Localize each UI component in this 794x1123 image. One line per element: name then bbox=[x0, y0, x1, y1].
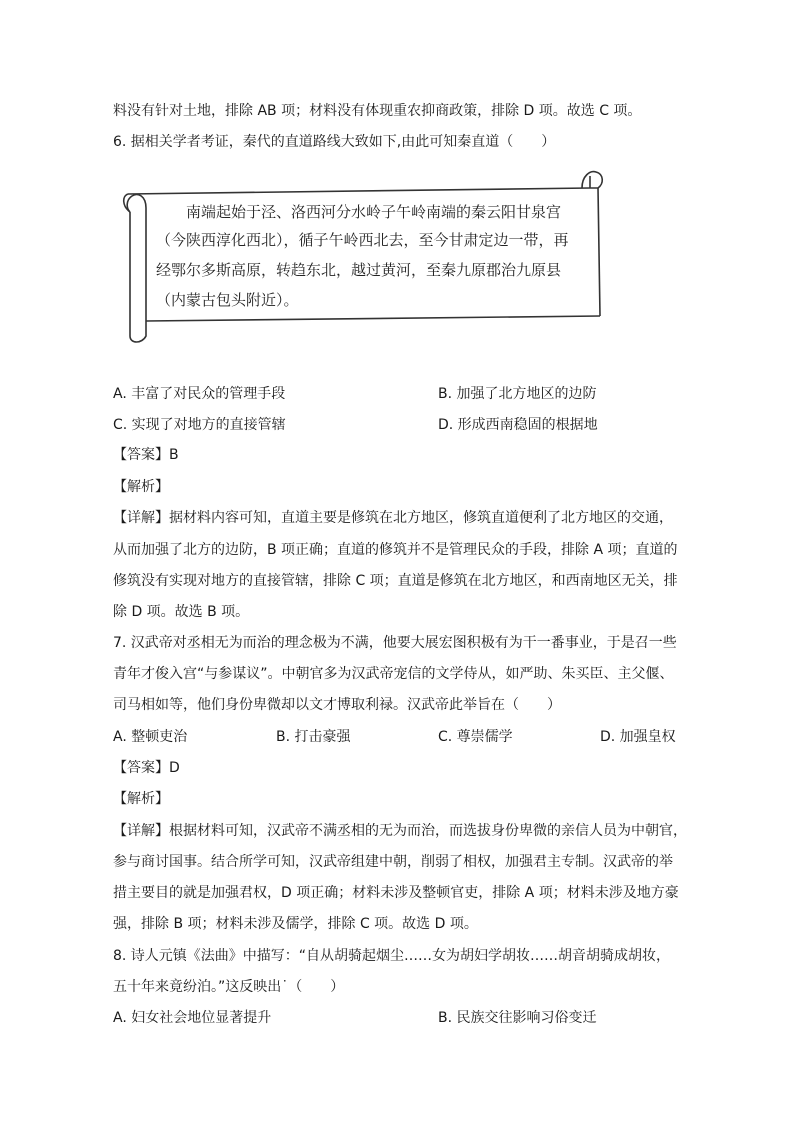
q7-option-b: B. 打击豪强 bbox=[276, 729, 351, 745]
scroll-line-2: （今陕西淳化西北），循子午岭西北去，至今甘肃定边一带，再 bbox=[156, 231, 569, 249]
q6-analysis-tag: 【解析】 bbox=[113, 479, 169, 495]
q7-option-a: A. 整顿吏治 bbox=[113, 729, 188, 745]
q6-option-c: C. 实现了对地方的直接管辖 bbox=[113, 417, 286, 433]
detail-text: 根据材料可知，汉武帝不满丞相的无为而治，而选拔身份卑微的亲信人员为中朝官， bbox=[169, 823, 687, 839]
q7-detail-line-3: 措主要目的就是加强君权，D 项正确；材料未涉及整顿官吏，排除 A 项；材料未涉及地方豪 bbox=[113, 885, 679, 901]
q6-option-a: A. 丰富了对民众的管理手段 bbox=[113, 386, 286, 402]
q7-stem-line-1: 7. 汉武帝对丞相无为而治的理念极为不满，他要大展宏图积极有为干一番事业，于是召一些 bbox=[113, 635, 677, 651]
detail-tag: 【详解】 bbox=[113, 823, 169, 839]
scroll-line-1: 南端起始于泾、洛西河分水岭子午岭南端的秦云阳甘泉宫 bbox=[186, 203, 562, 221]
q8-option-a: A. 妇女社会地位显著提升 bbox=[113, 1010, 272, 1026]
q5-answer-tail: 料没有针对土地，排除 AB 项；材料没有体现重农抑商政策，排除 D 项。故选 C 项。 bbox=[113, 103, 642, 119]
q6-answer bbox=[113, 445, 179, 465]
q8-stem-line-2: 五十年来竟纷泊。”这反映出˙（ ） bbox=[113, 979, 345, 995]
detail-tag: 【详解】 bbox=[113, 510, 169, 526]
q6-detail-line-4: 除 D 项。故选 B 项。 bbox=[113, 604, 250, 620]
answer-value: D bbox=[169, 760, 180, 776]
q6-option-d: D. 形成西南稳固的根据地 bbox=[438, 417, 598, 433]
q6-detail-line-2: 从而加强了北方的边防，B 项正确；直道的修筑并不是管理民众的手段，排除 A 项；直道的 bbox=[113, 542, 678, 558]
q8-stem-line-1: 8. 诗人元镇《法曲》中描写：“自从胡骑起烟尘……女为胡妇学胡妆……胡音胡骑成胡妆， bbox=[113, 948, 671, 964]
q7-analysis-tag: 【解析】 bbox=[113, 791, 169, 807]
detail-text: 据材料内容可知，直道主要是修筑在北方地区，修筑直道便利了北方地区的交通， bbox=[169, 510, 673, 526]
answer-tag: 【答案】 bbox=[113, 760, 169, 776]
scroll-border bbox=[120, 166, 608, 346]
q8-option-b: B. 民族交往影响习俗变迁 bbox=[438, 1010, 597, 1026]
q6-option-b: B. 加强了北方地区的边防 bbox=[438, 386, 597, 402]
q7-answer bbox=[113, 758, 180, 778]
answer-value: B bbox=[169, 447, 179, 463]
scroll-line-4: （内蒙古包头附近）。 bbox=[156, 291, 299, 309]
q6-detail-line-1 bbox=[113, 508, 673, 528]
q7-detail-line-2: 参与商讨国事。结合所学可知，汉武帝组建中朝，削弱了相权，加强君主专制。汉武帝的举 bbox=[113, 854, 673, 870]
q7-stem-line-2: 青年才俊入宫“与参谋议”。中朝官多为汉武帝宠信的文学侍从，如严助、朱买臣、主父偃、 bbox=[113, 666, 674, 682]
q7-stem-line-3: 司马相如等，他们身份卑微却以文才博取利禄。汉武帝此举旨在（ ） bbox=[113, 697, 561, 713]
q7-detail-line-4: 强，排除 B 项；材料未涉及儒学，排除 C 项。故选 D 项。 bbox=[113, 916, 478, 932]
q6-stem: 6. 据相关学者考证，秦代的直道路线大致如下,由此可知秦直道（ ） bbox=[113, 134, 556, 150]
q7-option-d: D. 加强皇权 bbox=[600, 729, 676, 745]
q7-detail-line-1 bbox=[113, 821, 687, 841]
q6-detail-line-3: 修筑没有实现对地方的直接管辖，排除 C 项；直道是修筑在北方地区，和西南地区无关，排 bbox=[113, 573, 678, 589]
q7-option-c: C. 尊崇儒学 bbox=[438, 729, 513, 745]
answer-tag: 【答案】 bbox=[113, 447, 169, 463]
scroll-figure bbox=[120, 166, 608, 346]
scroll-line-3: 经鄂尔多斯高原，转趋东北，越过黄河，至秦九原郡治九原县 bbox=[156, 261, 562, 279]
